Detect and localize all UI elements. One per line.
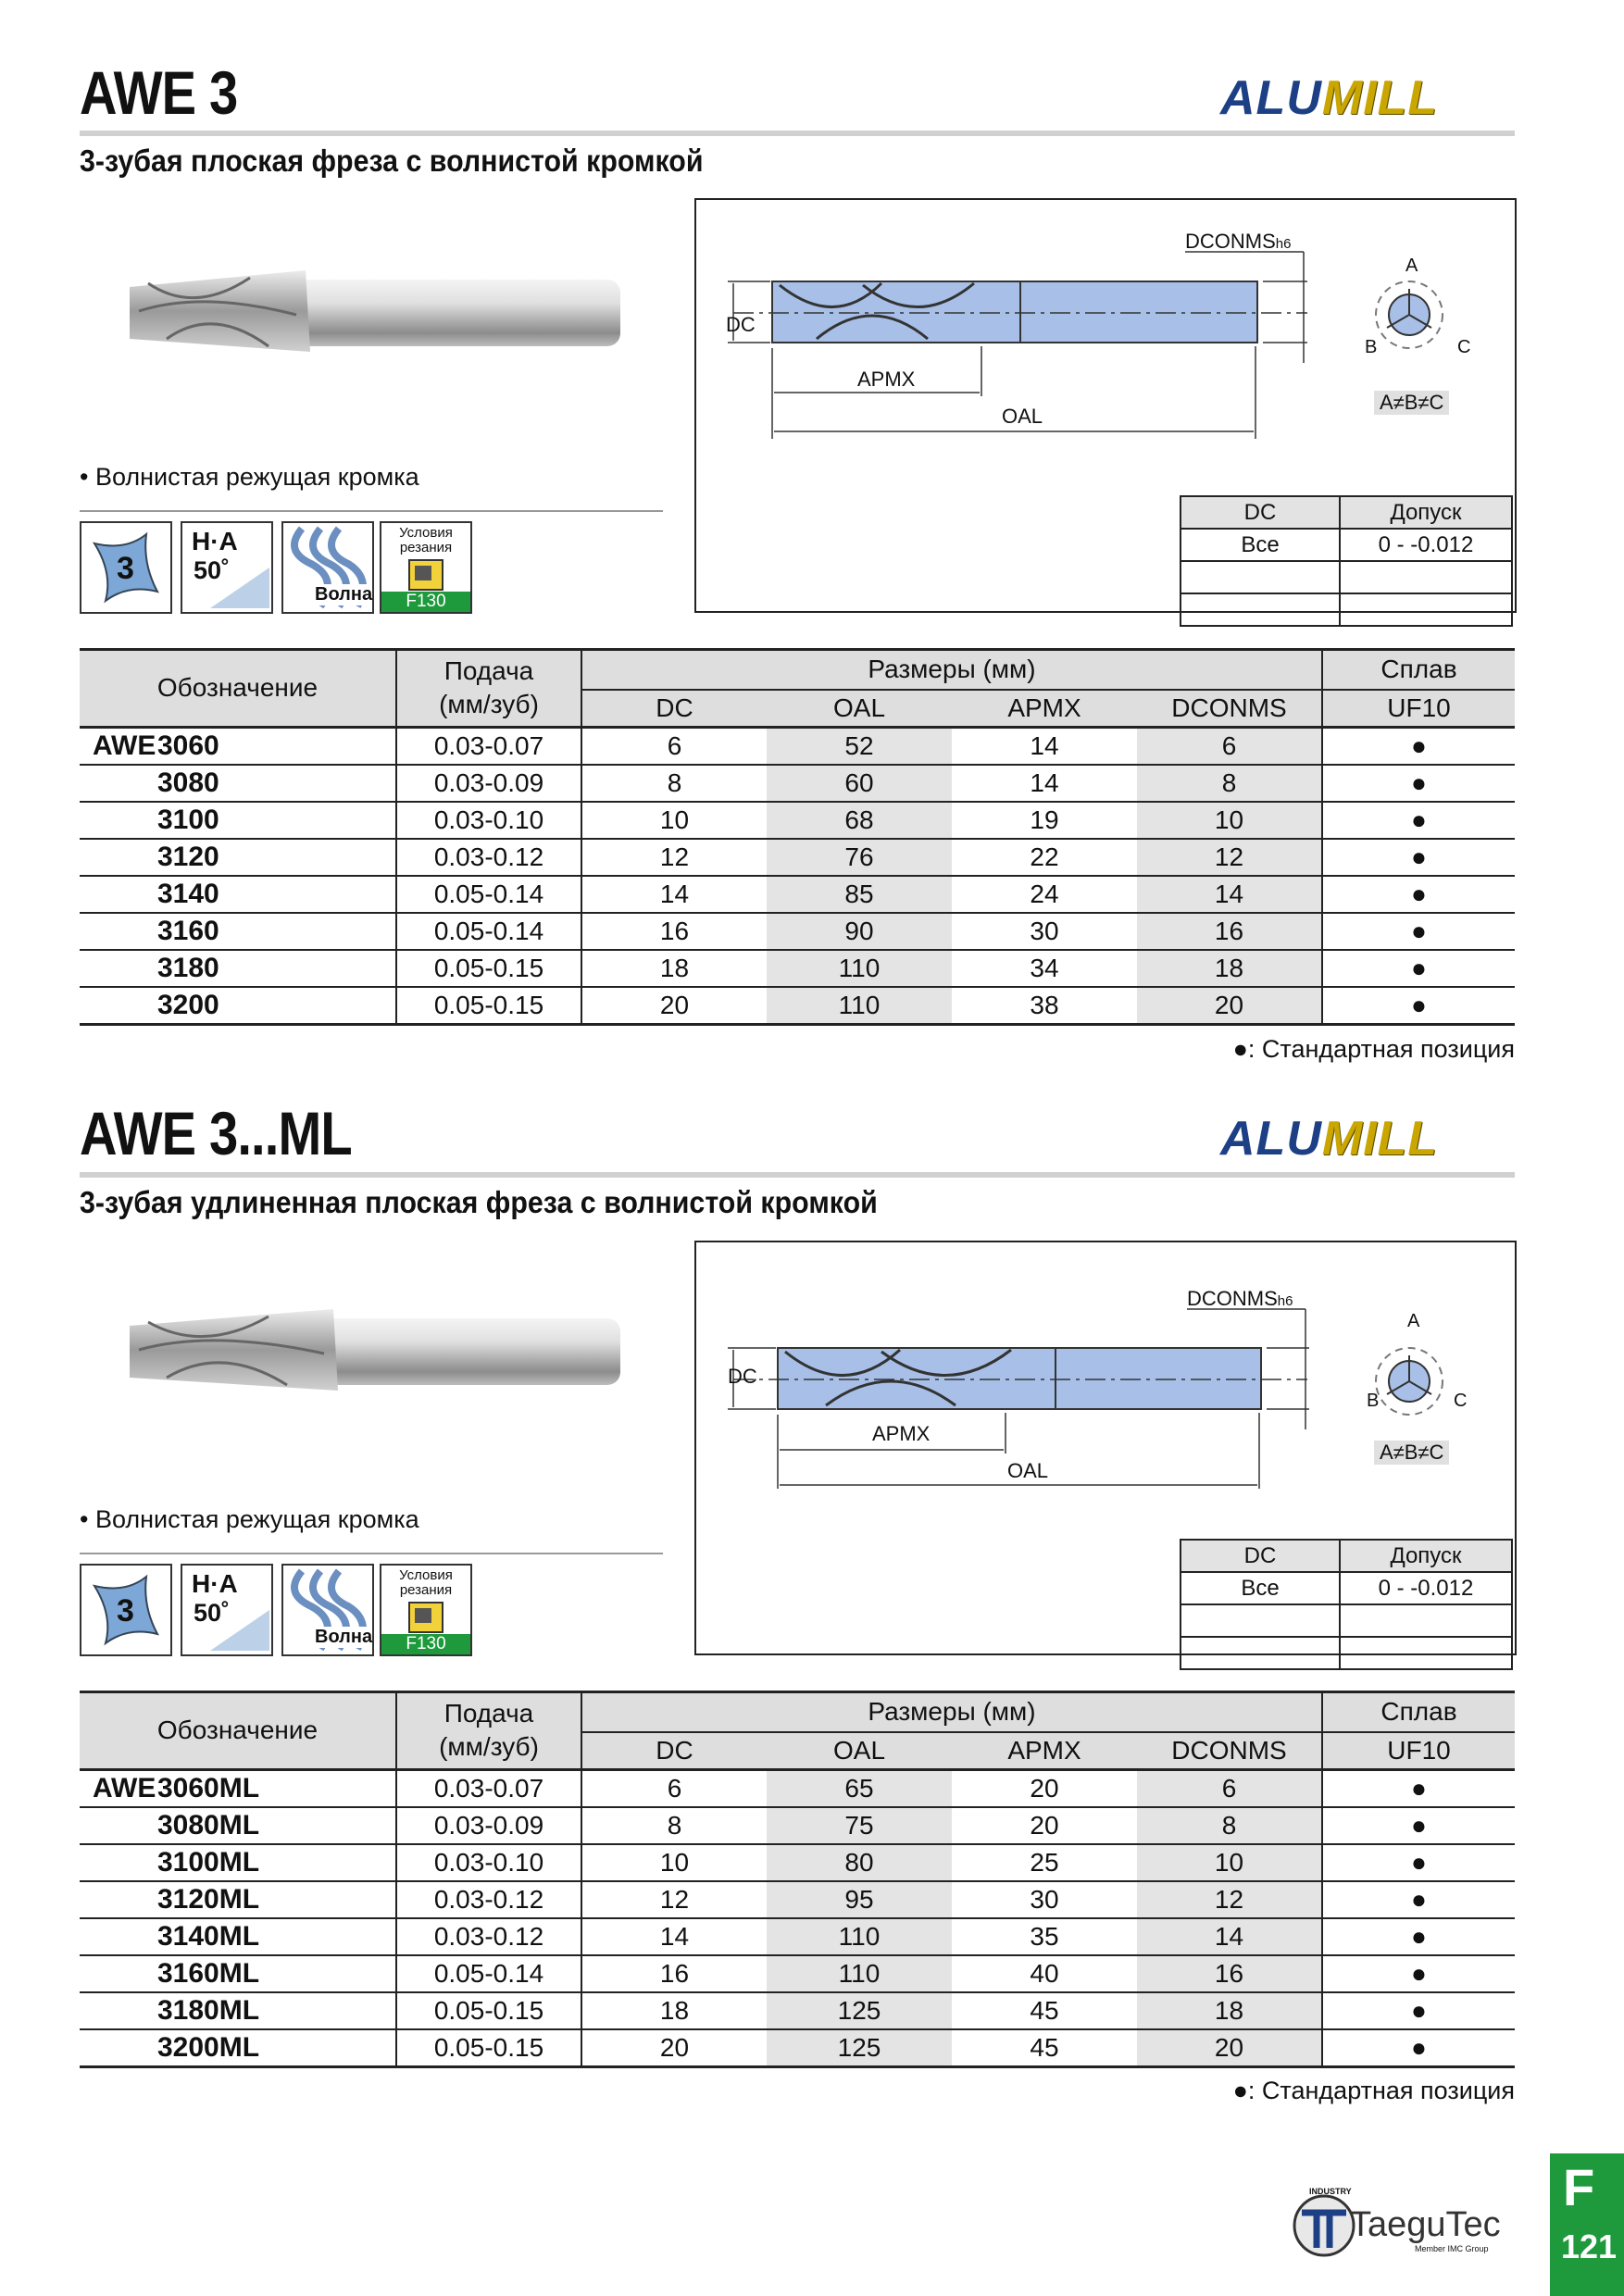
row-code: 3100ML	[157, 1844, 396, 1881]
row-prefix-empty	[80, 1844, 157, 1881]
tol-cell	[1340, 593, 1512, 626]
row-dconms: 6	[1137, 1769, 1322, 1807]
col-oal: OAL	[767, 690, 952, 728]
row-oal: 68	[767, 802, 952, 839]
legend-standard: ●: Стандартная позиция	[1232, 2077, 1515, 2104]
row-apmx: 38	[1030, 990, 1059, 1019]
row-prefix: AWE	[93, 1772, 156, 1803]
table-row	[80, 876, 1515, 913]
table-row	[80, 839, 1515, 876]
alumill-logo	[1220, 1111, 1438, 1167]
row-dconms: 10	[1137, 1844, 1322, 1881]
row-code: 3120	[157, 839, 396, 876]
table-row	[80, 987, 1515, 1025]
row-dc: 10	[659, 805, 690, 834]
row-code: 3120ML	[157, 1881, 396, 1918]
row-code: 3200ML	[157, 2029, 396, 2067]
row-uf10: ●	[1411, 1921, 1427, 1951]
row-apmx: 30	[1030, 916, 1059, 945]
wave-edge-icon	[281, 1564, 374, 1656]
header-designation: Обозначение	[80, 1692, 396, 1770]
header-feed-line1: Подача	[443, 656, 534, 686]
row-uf10: ●	[1411, 1958, 1427, 1988]
section-title: AWE 3	[80, 58, 238, 127]
tol-header-dc: DC	[1181, 496, 1340, 529]
helix-value: 50˚	[194, 1599, 231, 1627]
row-dconms: 18	[1137, 950, 1322, 987]
cond-line2: резания	[399, 540, 453, 555]
angle-c-label: C	[1454, 1391, 1468, 1411]
row-oal: 60	[767, 765, 952, 802]
table-row	[80, 950, 1515, 987]
row-oal: 95	[767, 1881, 952, 1918]
dconms-text: DCONMS	[1187, 1287, 1278, 1310]
row-uf10: ●	[1411, 990, 1427, 1019]
col-dconms: DCONMS	[1137, 1732, 1322, 1770]
tol-header-tolerance: Допуск	[1340, 496, 1512, 529]
tol-cell	[1340, 1637, 1512, 1669]
wave-label: Волна	[315, 584, 373, 605]
apmx-label: APMX	[857, 368, 916, 391]
oal-label: OAL	[1007, 1459, 1049, 1482]
row-oal: 125	[767, 1992, 952, 2029]
row-dc: 18	[659, 1995, 690, 2025]
row-feed: 0.05-0.14	[396, 876, 581, 913]
row-dconms: 12	[1137, 1881, 1322, 1918]
row-uf10: ●	[1411, 1773, 1427, 1803]
logo-alu-text: ALU	[1220, 1112, 1322, 1166]
unequal-pitch-label: A≠B≠C	[1374, 391, 1449, 415]
tol-cell	[1181, 1604, 1340, 1637]
h6-text: h6	[1275, 236, 1292, 252]
row-dc: 16	[659, 1958, 690, 1988]
row-prefix-empty	[80, 876, 157, 913]
oal-label: OAL	[1002, 405, 1043, 428]
row-apmx: 20	[1030, 1773, 1059, 1803]
cond-code: F130	[381, 592, 470, 612]
row-dc: 16	[659, 916, 690, 945]
feature-rule	[80, 510, 663, 512]
angle-c-label: C	[1457, 337, 1471, 357]
angle-b-label: B	[1367, 1391, 1380, 1411]
cond-line1: Условия	[399, 525, 453, 541]
row-dconms: 16	[1137, 913, 1322, 950]
table-row	[80, 1769, 1515, 1807]
table-row	[80, 727, 1515, 765]
logo-mill-text: MILL	[1321, 1112, 1439, 1166]
table-row	[80, 2029, 1515, 2067]
header-feed-line1: Подача	[443, 1699, 534, 1728]
tolerance-table	[1180, 1539, 1513, 1670]
table-row	[80, 1918, 1515, 1955]
tol-cell	[1181, 1637, 1340, 1669]
row-uf10: ●	[1411, 730, 1427, 760]
tol-header-dc: DC	[1181, 1540, 1340, 1572]
row-apmx: 45	[1030, 1995, 1059, 2025]
header-alloy: Сплав	[1322, 1692, 1515, 1732]
row-dconms: 8	[1137, 765, 1322, 802]
flutes-icon	[80, 521, 172, 614]
row-feed: 0.03-0.09	[396, 765, 581, 802]
row-oal: 110	[767, 987, 952, 1025]
table-row	[80, 1992, 1515, 2029]
row-dc: 18	[659, 953, 690, 982]
row-uf10: ●	[1411, 916, 1427, 945]
section-tab	[1550, 2153, 1624, 2296]
row-oal: 80	[767, 1844, 952, 1881]
feature-rule	[80, 1553, 663, 1554]
unequal-pitch-label: A≠B≠C	[1374, 1441, 1449, 1465]
brand-tagline: Member IMC Group	[1415, 2244, 1489, 2253]
row-dc: 14	[659, 879, 690, 908]
apmx-label: APMX	[872, 1422, 931, 1445]
header-feed-line2: (мм/зуб)	[439, 690, 539, 719]
cutting-conditions-icon	[380, 521, 472, 614]
row-prefix-empty	[80, 802, 157, 839]
col-uf10: UF10	[1322, 1732, 1515, 1770]
row-dconms: 20	[1137, 2029, 1322, 2067]
row-uf10: ●	[1411, 2032, 1427, 2062]
row-oal: 125	[767, 2029, 952, 2067]
col-dconms: DCONMS	[1137, 690, 1322, 728]
angle-a-label: A	[1405, 256, 1418, 276]
row-oal: 110	[767, 1955, 952, 1992]
row-code: 3140ML	[157, 1918, 396, 1955]
row-code: 3060ML	[157, 1769, 396, 1807]
row-oal: 110	[767, 1918, 952, 1955]
section-subtitle: 3-зубая удлиненная плоская фреза с волнистой кромкой	[80, 1185, 878, 1219]
row-dc: 12	[659, 842, 690, 871]
row-code: 3060	[157, 727, 396, 765]
row-dc: 8	[667, 1810, 682, 1840]
row-uf10: ●	[1411, 1847, 1427, 1877]
cutting-conditions-icon	[380, 1564, 472, 1656]
row-dconms: 18	[1137, 1992, 1322, 2029]
row-apmx: 24	[1030, 879, 1059, 908]
tol-header-tolerance: Допуск	[1340, 1540, 1512, 1572]
header-alloy: Сплав	[1322, 650, 1515, 690]
row-code: 3160	[157, 913, 396, 950]
angle-b-label: B	[1365, 337, 1378, 357]
row-prefix-empty	[80, 1807, 157, 1844]
row-apmx: 35	[1030, 1921, 1059, 1951]
row-uf10: ●	[1411, 767, 1427, 797]
tolerance-table	[1180, 495, 1513, 627]
row-feed: 0.03-0.07	[396, 727, 581, 765]
row-oal: 90	[767, 913, 952, 950]
table-row	[80, 1807, 1515, 1844]
header-feed	[396, 650, 581, 728]
title-rule	[80, 131, 1515, 136]
table-row	[80, 765, 1515, 802]
section-title: AWE 3...ML	[80, 1099, 352, 1167]
row-dc: 6	[667, 730, 682, 760]
row-dconms: 14	[1137, 876, 1322, 913]
col-dc: DC	[581, 690, 767, 728]
row-dconms: 14	[1137, 1918, 1322, 1955]
row-apmx: 40	[1030, 1958, 1059, 1988]
row-code: 3160ML	[157, 1955, 396, 1992]
table-row	[80, 1844, 1515, 1881]
row-oal: 65	[767, 1769, 952, 1807]
wave-edge-icon	[281, 521, 374, 614]
row-feed: 0.03-0.12	[396, 1918, 581, 1955]
title-rule	[80, 1172, 1515, 1178]
row-code: 3140	[157, 876, 396, 913]
table-row	[80, 913, 1515, 950]
row-oal: 52	[767, 727, 952, 765]
legend-standard: ●: Стандартная позиция	[1232, 1035, 1515, 1063]
row-dc: 14	[659, 1921, 690, 1951]
h6-text: h6	[1277, 1293, 1293, 1309]
tool-photo	[111, 1289, 639, 1409]
row-feed: 0.05-0.15	[396, 1992, 581, 2029]
row-prefix-empty	[80, 2029, 157, 2067]
dc-label: DC	[728, 1365, 757, 1388]
row-dc: 20	[659, 990, 690, 1019]
angle-a-label: A	[1407, 1311, 1420, 1331]
row-dconms: 12	[1137, 839, 1322, 876]
row-dconms: 6	[1137, 727, 1322, 765]
brand-name: TaeguTec	[1350, 2205, 1501, 2244]
helix-angle-icon	[181, 1564, 273, 1656]
row-feed: 0.03-0.07	[396, 1769, 581, 1807]
col-dc: DC	[581, 1732, 767, 1770]
row-prefix: AWE	[93, 730, 156, 761]
cond-line1: Условия	[399, 1567, 453, 1583]
row-dconms: 16	[1137, 1955, 1322, 1992]
section-letter: F	[1563, 2158, 1595, 2216]
row-oal: 75	[767, 1807, 952, 1844]
row-apmx: 20	[1030, 1810, 1059, 1840]
dconms-text: DCONMS	[1185, 230, 1276, 253]
brand-ring-text: INDUSTRY	[1309, 2187, 1352, 2196]
feature-text: • Волнистая режущая кромка	[80, 1505, 419, 1533]
row-apmx: 14	[1030, 730, 1059, 760]
row-apmx: 45	[1030, 2032, 1059, 2062]
row-feed: 0.03-0.09	[396, 1807, 581, 1844]
dconms-label	[1185, 230, 1291, 254]
row-dc: 10	[659, 1847, 690, 1877]
row-apmx: 14	[1030, 767, 1059, 797]
row-prefix-empty	[80, 950, 157, 987]
row-code: 3080	[157, 765, 396, 802]
cond-line2: резания	[399, 1582, 453, 1598]
row-apmx: 34	[1030, 953, 1059, 982]
specs-table	[80, 1691, 1515, 2068]
flutes-icon	[80, 1564, 172, 1656]
row-prefix-empty	[80, 1955, 157, 1992]
row-prefix-empty	[80, 987, 157, 1025]
row-apmx: 22	[1030, 842, 1059, 871]
row-dc: 20	[659, 2032, 690, 2062]
row-prefix-empty	[80, 1992, 157, 2029]
row-oal: 110	[767, 950, 952, 987]
row-uf10: ●	[1411, 805, 1427, 834]
dc-label: DC	[726, 313, 756, 336]
row-dc: 6	[667, 1773, 682, 1803]
dconms-label	[1187, 1287, 1293, 1311]
row-dconms: 20	[1137, 987, 1322, 1025]
row-feed: 0.03-0.12	[396, 839, 581, 876]
tol-cell: Все	[1181, 529, 1340, 561]
row-dconms: 8	[1137, 1807, 1322, 1844]
tol-cell: 0 - -0.012	[1340, 1572, 1512, 1604]
row-code: 3080ML	[157, 1807, 396, 1844]
row-feed: 0.05-0.15	[396, 987, 581, 1025]
row-feed: 0.03-0.12	[396, 1881, 581, 1918]
row-dc: 8	[667, 767, 682, 797]
header-designation: Обозначение	[80, 650, 396, 728]
row-feed: 0.05-0.15	[396, 950, 581, 987]
helix-angle-icon	[181, 521, 273, 614]
row-uf10: ●	[1411, 879, 1427, 908]
row-code: 3180ML	[157, 1992, 396, 2029]
header-feed	[396, 1692, 581, 1770]
row-uf10: ●	[1411, 1810, 1427, 1840]
flutes-count: 3	[117, 551, 134, 586]
helix-label: H·A	[192, 1569, 238, 1598]
row-feed: 0.05-0.15	[396, 2029, 581, 2067]
row-uf10: ●	[1411, 953, 1427, 982]
col-apmx: APMX	[952, 690, 1137, 728]
logo-mill-text: MILL	[1321, 71, 1439, 125]
section-subtitle: 3-зубая плоская фреза с волнистой кромкой	[80, 144, 704, 178]
tol-cell	[1181, 593, 1340, 626]
row-uf10: ●	[1411, 1995, 1427, 2025]
feature-text: • Волнистая режущая кромка	[80, 463, 419, 491]
row-uf10: ●	[1411, 1884, 1427, 1914]
row-prefix-empty	[80, 1881, 157, 1918]
page-number: 121	[1561, 2227, 1618, 2265]
row-code: 3100	[157, 802, 396, 839]
row-apmx: 19	[1030, 805, 1059, 834]
row-dconms: 10	[1137, 802, 1322, 839]
row-feed: 0.03-0.10	[396, 802, 581, 839]
specs-table	[80, 648, 1515, 1026]
helix-label: H·A	[192, 527, 238, 555]
tol-cell: 0 - -0.012	[1340, 529, 1512, 561]
row-prefix-empty	[80, 765, 157, 802]
tol-cell: Все	[1181, 1572, 1340, 1604]
header-dimensions: Размеры (мм)	[581, 1692, 1322, 1732]
row-feed: 0.05-0.14	[396, 913, 581, 950]
wave-label: Волна	[315, 1627, 373, 1647]
table-row	[80, 1881, 1515, 1918]
row-apmx: 30	[1030, 1884, 1059, 1914]
logo-alu-text: ALU	[1220, 71, 1322, 125]
row-code: 3200	[157, 987, 396, 1025]
row-oal: 76	[767, 839, 952, 876]
row-dc: 12	[659, 1884, 690, 1914]
row-apmx: 25	[1030, 1847, 1059, 1877]
taegutec-logo	[1289, 2187, 1520, 2261]
row-feed: 0.05-0.14	[396, 1955, 581, 1992]
tol-cell	[1340, 1604, 1512, 1637]
row-prefix-empty	[80, 839, 157, 876]
tol-cell	[1340, 561, 1512, 593]
row-uf10: ●	[1411, 842, 1427, 871]
row-prefix-empty	[80, 913, 157, 950]
tool-photo	[111, 250, 639, 370]
col-apmx: APMX	[952, 1732, 1137, 1770]
cond-code: F130	[381, 1634, 470, 1654]
helix-value: 50˚	[194, 556, 231, 584]
header-dimensions: Размеры (мм)	[581, 650, 1322, 690]
row-prefix-empty	[80, 1918, 157, 1955]
col-uf10: UF10	[1322, 690, 1515, 728]
alumill-logo	[1220, 70, 1438, 126]
tol-cell	[1181, 561, 1340, 593]
header-feed-line2: (мм/зуб)	[439, 1732, 539, 1762]
row-code: 3180	[157, 950, 396, 987]
flutes-count: 3	[117, 1593, 134, 1628]
row-feed: 0.03-0.10	[396, 1844, 581, 1881]
row-oal: 85	[767, 876, 952, 913]
col-oal: OAL	[767, 1732, 952, 1770]
table-row	[80, 802, 1515, 839]
table-row	[80, 1955, 1515, 1992]
